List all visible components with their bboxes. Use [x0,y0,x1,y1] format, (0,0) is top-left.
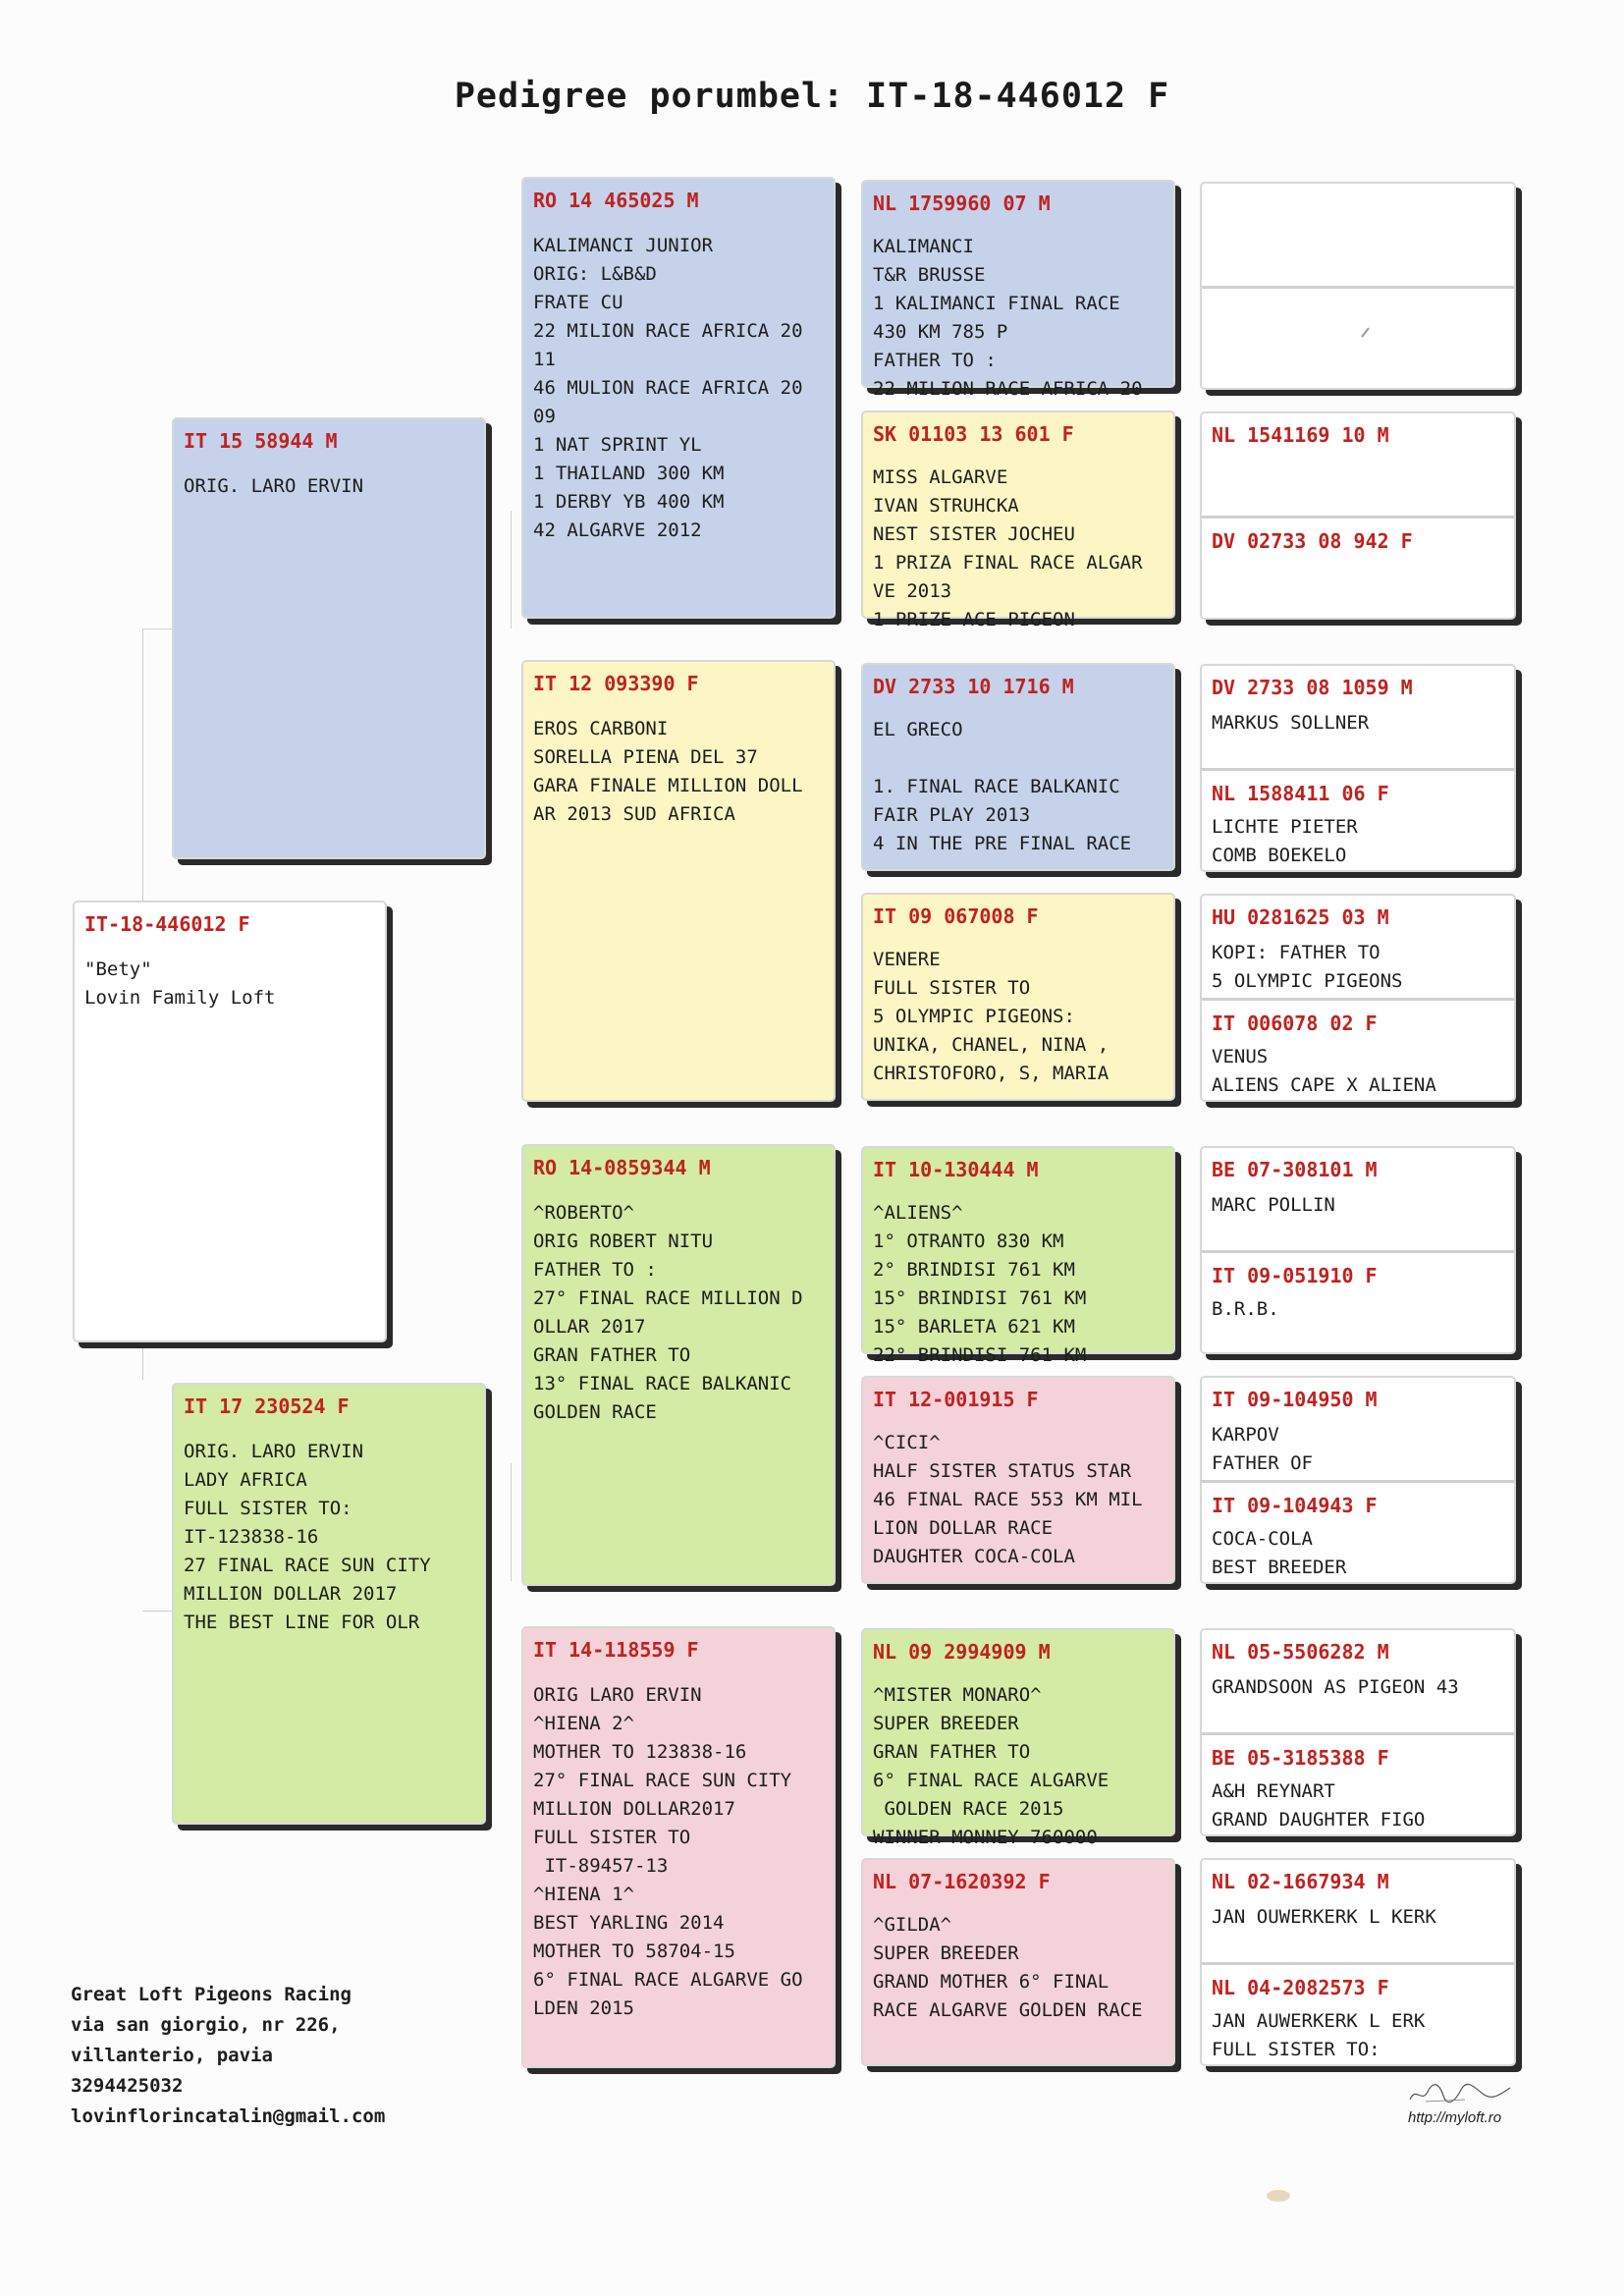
pedigree-card-gen4-pair[interactable] [1200,664,1516,872]
ring-number: IT 09-051910 F [1212,1264,1378,1287]
pedigree-card-grandparent[interactable] [521,660,836,1102]
pedigree-card-great-grandparent[interactable] [861,1858,1175,2066]
pedigree-card-great-grandparent[interactable] [861,663,1175,871]
ring-number: DV 02733 08 942 F [1212,529,1413,553]
pedigree-card-great-grandparent[interactable] [861,1628,1175,1848]
card-notes: VENERE FULL SISTER TO 5 OLYMPIC PIGEONS: UNIKA, CHANEL, NINA , CHRISTOFORO, S, MARIA [873,949,1110,1084]
ring-number: NL 07-1620392 F [873,1870,1051,1893]
contact-block: Great Loft Pigeons Racing via san giorgio, nr 226, villanterio, pavia 3294425032 lovinflorincatalin@gmail.com [71,1984,386,2127]
card-notes: ORIG. LARO ERVIN LADY AFRICA FULL SISTER TO: IT-123838-16 27 FINAL RACE SUN CITY MILLION DOLLAR 2017 THE BEST LINE FOR OLR [184,1441,431,1633]
card-notes: ORIG LARO ERVIN ^HIENA 2^ MOTHER TO 123838-16 27° FINAL RACE SUN CITY MILLION DOLLAR2017 FULL SISTER TO IT-89457-13 ^HIENA 1^ BEST YARLING 2014 MOTHER TO 58704-15 6° FINAL RACE ALGARVE GO LDEN 2015 [533,1684,803,2019]
card-notes: A&H REYNART GRAND DAUGHTER FIGO [1212,1780,1426,1831]
scan-speck [1265,2186,1294,2206]
pedigree-card-great-grandparent[interactable] [861,1146,1175,1366]
ring-number: DV 2733 10 1716 M [873,675,1074,698]
ring-number: BE 05-3185388 F [1212,1746,1389,1770]
page-title: Pedigree porumbel: IT-18-446012 F [454,77,1170,116]
card-notes: GRANDSOON AS PIGEON 43 [1212,1676,1459,1698]
ring-number: NL 1759960 07 M [873,191,1051,215]
pair-divider [1202,1480,1514,1483]
pedigree-card-great-grandparent[interactable] [861,893,1175,1101]
pedigree-card-subject[interactable] [73,901,387,1342]
pedigree-card-grandparent[interactable] [521,177,836,619]
card-notes: KALIMANCI JUNIOR ORIG: L&B&D FRATE CU 22 MILION RACE AFRICA 20 11 46 MULION RACE AFRICA 20 09 1 NAT SPRINT YL 1 THAILAND 300 KM 1 DERBY YB 400 KM 42 ALGARVE 2012 [533,235,803,541]
ring-number: SK 01103 13 601 F [873,422,1074,446]
pair-divider [1202,516,1514,519]
ring-number: RO 14-0859344 M [533,1156,711,1179]
ring-number: IT 14-118559 F [533,1638,699,1662]
scan-speck [1359,324,1373,340]
ring-number: IT 09 067008 F [873,904,1039,928]
ring-number: RO 14 465025 M [533,189,699,212]
ring-number: IT 12 093390 F [533,672,699,695]
card-notes: B.R.B. [1212,1298,1279,1320]
card-notes: ^GILDA^ SUPER BREEDER GRAND MOTHER 6° FINAL RACE ALGARVE GOLDEN RACE [873,1914,1143,2021]
card-notes: MARC POLLIN [1212,1194,1335,1216]
tree-connector [511,511,512,629]
pedigree-card-gen4-pair[interactable] [1200,1858,1516,2066]
pedigree-card-gen4-pair[interactable] [1200,894,1516,1102]
pedigree-card-grandparent[interactable] [521,1626,836,2068]
card-notes: COCA-COLA BEST BREEDER [1212,1528,1347,1578]
ring-number: IT-18-446012 F [84,912,250,936]
ring-number: IT 10-130444 M [873,1158,1039,1181]
card-notes: ^ROBERTO^ ORIG ROBERT NITU FATHER TO : 27° FINAL RACE MILLION D OLLAR 2017 GRAN FATHER TO 13° FINAL RACE BALKANIC GOLDEN RACE [533,1202,803,1423]
card-notes: EL GRECO 1. FINAL RACE BALKANIC FAIR PLAY 2013 4 IN THE PRE FINAL RACE [873,719,1132,854]
card-notes: ORIG. LARO ERVIN [184,475,364,497]
pedigree-card-great-grandparent[interactable] [861,410,1175,630]
ring-number: HU 0281625 03 M [1212,905,1389,929]
card-notes: ^MISTER MONARO^ SUPER BREEDER GRAN FATHER TO 6° FINAL RACE ALGARVE GOLDEN RACE 2015 WINNER MONNEY 760000 [873,1684,1110,1848]
pedigree-card-dam[interactable] [172,1383,486,1825]
pedigree-card-gen4-pair[interactable] [1200,182,1516,390]
pair-divider [1202,1250,1514,1253]
ring-number: IT 006078 02 F [1212,1011,1378,1035]
card-notes: MARKUS SOLLNER [1212,712,1370,734]
signature [1406,2080,1514,2107]
pair-divider [1202,1732,1514,1735]
pedigree-card-gen4-pair[interactable] [1200,1376,1516,1584]
website-url: http://myloft.ro [1408,2109,1502,2126]
ring-number: BE 07-308101 M [1212,1158,1378,1181]
ring-number: NL 1541169 10 M [1212,423,1389,447]
pedigree-card-gen4-pair[interactable] [1200,411,1516,620]
card-notes: EROS CARBONI SORELLA PIENA DEL 37 GARA FINALE MILLION DOLL AR 2013 SUD AFRICA [533,718,803,825]
ring-number: IT 12-001915 F [873,1388,1039,1411]
pedigree-card-sire[interactable] [172,417,486,859]
card-notes: KARPOV FATHER OF [1212,1424,1313,1474]
card-notes: VENUS ALIENS CAPE X ALIENA [1212,1046,1436,1096]
ring-number: DV 2733 08 1059 M [1212,676,1413,699]
pedigree-card-gen4-pair[interactable] [1200,1628,1516,1836]
tree-connector [142,1611,172,1612]
card-notes: JAN OUWERKERK L KERK [1212,1906,1436,1928]
pair-divider [1202,1962,1514,1965]
ring-number: NL 1588411 06 F [1212,782,1389,805]
ring-number: IT 09-104943 F [1212,1494,1378,1517]
card-notes: LICHTE PIETER COMB BOEKELO [1212,816,1358,866]
card-notes: KALIMANCI T&R BRUSSE 1 KALIMANCI FINAL RACE 430 KM 785 P FATHER TO : 22 MILION RACE AFRICA 20 [873,236,1143,400]
ring-number: NL 04-2082573 F [1212,1976,1389,1999]
card-notes: ^ALIENS^ 1° OTRANTO 830 KM 2° BRINDISI 761 KM 15° BRINDISI 761 KM 15° BARLETA 621 KM 22° BRINDISI 761 KM [873,1202,1087,1366]
pedigree-card-great-grandparent[interactable] [861,1376,1175,1584]
pair-divider [1202,768,1514,771]
pedigree-card-grandparent[interactable] [521,1144,836,1586]
pair-divider [1202,998,1514,1001]
ring-number: NL 09 2994909 M [873,1640,1051,1664]
card-notes: JAN AUWERKERK L ERK FULL SISTER TO: [1212,2010,1426,2060]
ring-number: IT 09-104950 M [1212,1388,1378,1411]
card-notes: ^CICI^ HALF SISTER STATUS STAR 46 FINAL RACE 553 KM MIL LION DOLLAR RACE DAUGHTER COCA-COLA [873,1432,1143,1567]
ring-number: NL 05-5506282 M [1212,1640,1389,1664]
card-notes: "Bety" Lovin Family Loft [84,958,276,1009]
card-notes: KOPI: FATHER TO 5 OLYMPIC PIGEONS [1212,942,1403,992]
pedigree-card-gen4-pair[interactable] [1200,1146,1516,1354]
pedigree-card-great-grandparent[interactable] [861,180,1175,400]
tree-connector [511,1463,512,1581]
card-notes: MISS ALGARVE IVAN STRUHCKA NEST SISTER JOCHEU 1 PRIZA FINAL RACE ALGAR VE 2013 1 PRIZE ACE PIGEON [873,466,1143,630]
ring-number: IT 17 230524 F [184,1394,350,1418]
ring-number: IT 15 58944 M [184,429,338,453]
pair-divider [1202,286,1514,289]
ring-number: NL 02-1667934 M [1212,1870,1389,1893]
